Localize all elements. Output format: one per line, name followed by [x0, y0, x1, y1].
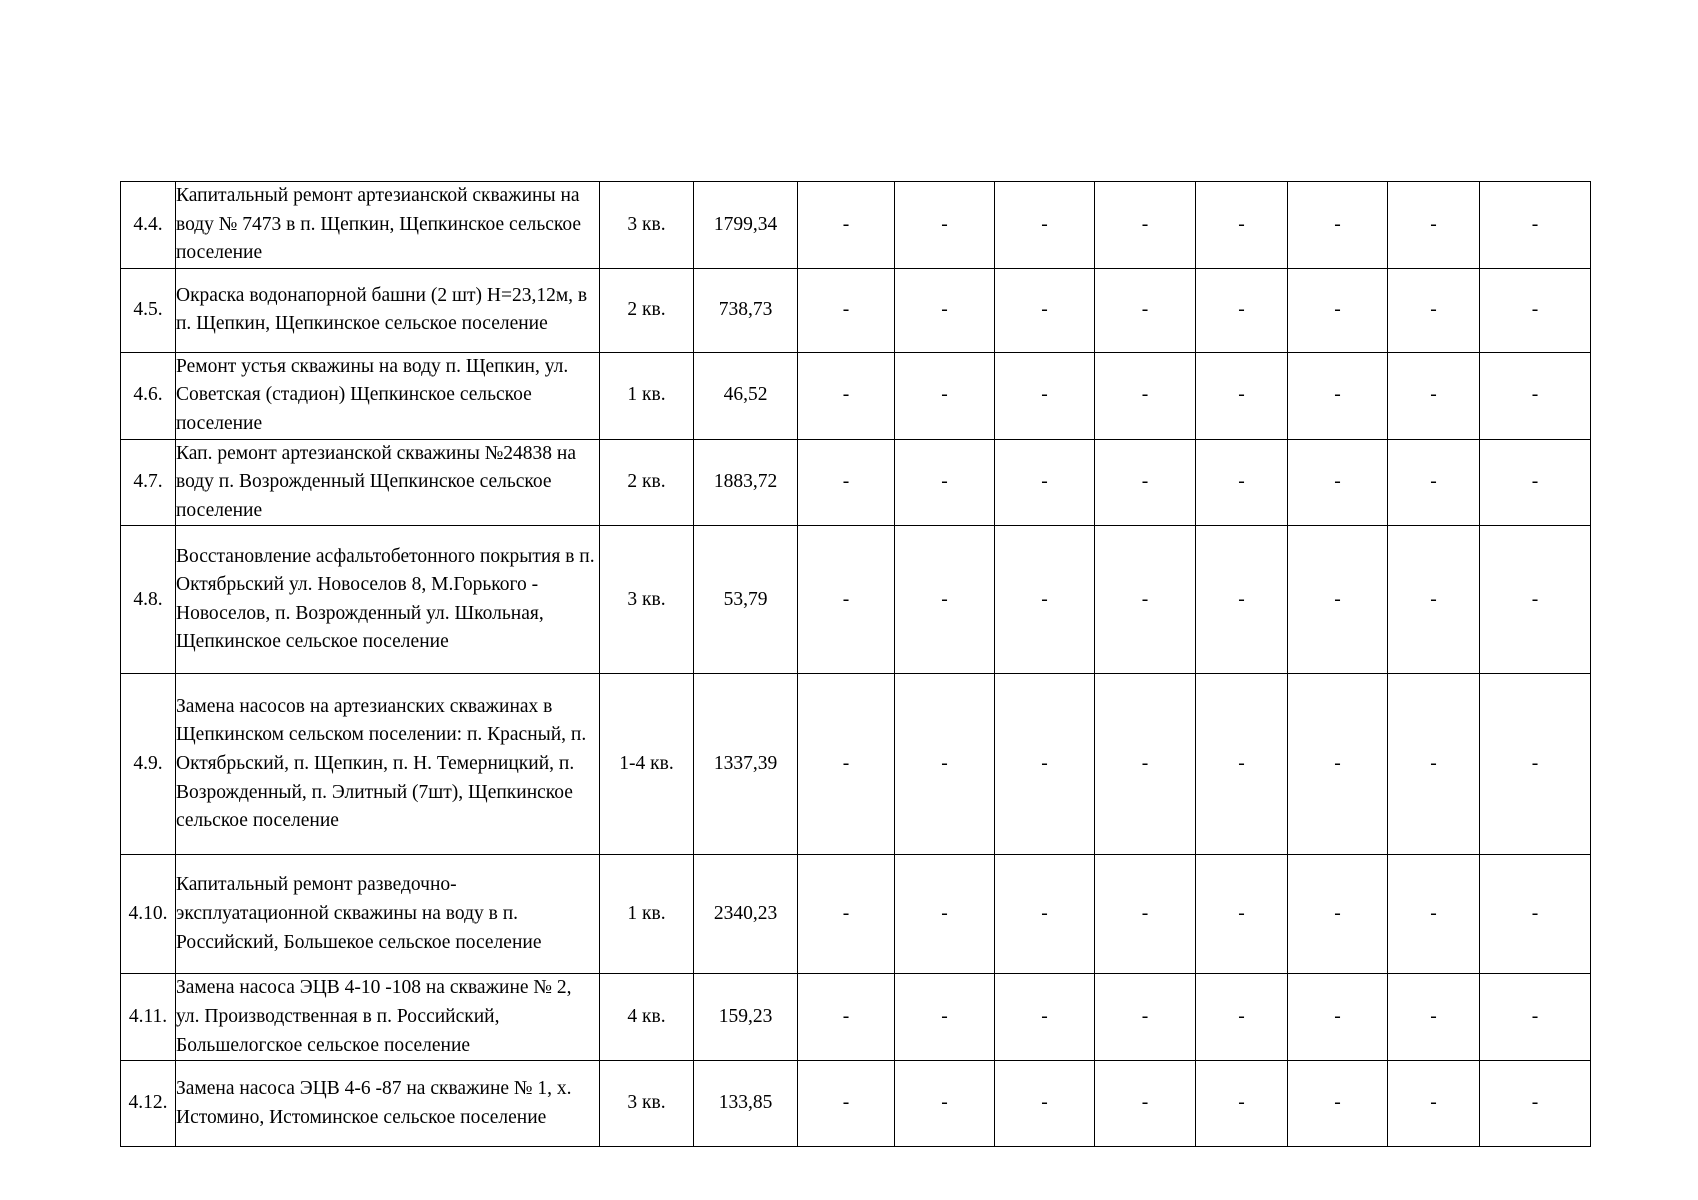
value-cell: -: [1196, 439, 1288, 526]
value-cell: -: [895, 352, 995, 439]
table-row: [121, 439, 1591, 526]
value-cell: -: [1095, 352, 1196, 439]
value-cell: -: [995, 974, 1095, 1061]
table-row: [121, 352, 1591, 439]
row-number: 4.11.: [121, 974, 176, 1061]
value-cell: -: [1196, 674, 1288, 855]
value-cell: -: [1288, 268, 1388, 352]
value-cell: -: [1480, 1061, 1591, 1147]
value-cell: -: [895, 1061, 995, 1147]
value-cell: -: [1480, 182, 1591, 269]
value-cell: -: [798, 974, 895, 1061]
work-description: Окраска водонапорной башни (2 шт) H=23,12м, в п. Щепкин, Щепкинское сельское поселение: [176, 268, 600, 352]
value-cell: -: [995, 352, 1095, 439]
work-description: Замена насоса ЭЦВ 4-10 -108 на скважине № 2, ул. Производственная в п. Российский, Большелогское сельское поселение: [176, 974, 600, 1061]
value-cell: -: [895, 439, 995, 526]
value-cell: -: [1196, 352, 1288, 439]
value-cell: -: [1388, 674, 1480, 855]
row-number: 4.4.: [121, 182, 176, 269]
value-cell: -: [895, 526, 995, 674]
work-description: Замена насосов на артезианских скважинах в Щепкинском сельском поселении: п. Красный, п. Октябрьский, п. Щепкин, п. Н. Темерницкий, п. Возрожденный, п. Элитный (7шт), Щепкинское сельское поселение: [176, 674, 600, 855]
cost-value: 159,23: [694, 974, 798, 1061]
value-cell: -: [1480, 855, 1591, 974]
value-cell: -: [1388, 268, 1480, 352]
value-cell: -: [1480, 974, 1591, 1061]
quarter: 3 кв.: [600, 182, 694, 269]
work-description: Капитальный ремонт разведочно-эксплуатационной скважины на воду в п. Российский, Большекое сельское поселение: [176, 855, 600, 974]
work-description: Восстановление асфальтобетонного покрытия в п. Октябрьский ул. Новоселов 8, М.Горького - Новоселов, п. Возрожденный ул. Школьная, Щепкинское сельское поселение: [176, 526, 600, 674]
work-description: Замена насоса ЭЦВ 4-6 -87 на скважине № 1, х. Истомино, Истоминское сельское поселение: [176, 1061, 600, 1147]
value-cell: -: [1388, 1061, 1480, 1147]
value-cell: -: [1480, 268, 1591, 352]
value-cell: -: [1095, 1061, 1196, 1147]
work-description: Капитальный ремонт артезианской скважины на воду № 7473 в п. Щепкин, Щепкинское сельское поселение: [176, 182, 600, 269]
value-cell: -: [895, 182, 995, 269]
value-cell: -: [1288, 974, 1388, 1061]
value-cell: -: [798, 352, 895, 439]
value-cell: -: [1196, 1061, 1288, 1147]
value-cell: -: [995, 1061, 1095, 1147]
quarter: 3 кв.: [600, 526, 694, 674]
value-cell: -: [1196, 268, 1288, 352]
value-cell: -: [1388, 182, 1480, 269]
value-cell: -: [1095, 526, 1196, 674]
value-cell: -: [1288, 182, 1388, 269]
quarter: 2 кв.: [600, 439, 694, 526]
value-cell: -: [1480, 439, 1591, 526]
quarter: 2 кв.: [600, 268, 694, 352]
table-row: [121, 855, 1591, 974]
value-cell: -: [1288, 439, 1388, 526]
cost-value: 1799,34: [694, 182, 798, 269]
value-cell: -: [1196, 182, 1288, 269]
table-row: [121, 1061, 1591, 1147]
quarter: 1 кв.: [600, 352, 694, 439]
value-cell: -: [1288, 526, 1388, 674]
table-row: [121, 526, 1591, 674]
value-cell: -: [1196, 974, 1288, 1061]
value-cell: -: [1095, 674, 1196, 855]
quarter: 3 кв.: [600, 1061, 694, 1147]
works-table: [120, 181, 1591, 1147]
value-cell: -: [1288, 1061, 1388, 1147]
value-cell: -: [1196, 526, 1288, 674]
quarter: 1-4 кв.: [600, 674, 694, 855]
value-cell: -: [1480, 526, 1591, 674]
row-number: 4.8.: [121, 526, 176, 674]
value-cell: -: [995, 674, 1095, 855]
value-cell: -: [1095, 855, 1196, 974]
table-row: [121, 268, 1591, 352]
value-cell: -: [895, 974, 995, 1061]
value-cell: -: [995, 526, 1095, 674]
quarter: 4 кв.: [600, 974, 694, 1061]
row-number: 4.9.: [121, 674, 176, 855]
value-cell: -: [895, 674, 995, 855]
work-description: Кап. ремонт артезианской скважины №24838 на воду п. Возрожденный Щепкинское сельское поселение: [176, 439, 600, 526]
value-cell: -: [995, 268, 1095, 352]
row-number: 4.12.: [121, 1061, 176, 1147]
value-cell: -: [895, 268, 995, 352]
value-cell: -: [1388, 526, 1480, 674]
value-cell: -: [798, 268, 895, 352]
table-body: [121, 182, 1591, 1147]
value-cell: -: [1388, 974, 1480, 1061]
cost-value: 1883,72: [694, 439, 798, 526]
row-number: 4.6.: [121, 352, 176, 439]
value-cell: -: [798, 439, 895, 526]
row-number: 4.7.: [121, 439, 176, 526]
value-cell: -: [1095, 182, 1196, 269]
cost-value: 133,85: [694, 1061, 798, 1147]
value-cell: -: [1480, 352, 1591, 439]
cost-value: 738,73: [694, 268, 798, 352]
value-cell: -: [1388, 855, 1480, 974]
table-row: [121, 674, 1591, 855]
value-cell: -: [798, 674, 895, 855]
value-cell: -: [995, 182, 1095, 269]
value-cell: -: [1288, 855, 1388, 974]
value-cell: -: [1095, 439, 1196, 526]
value-cell: -: [995, 855, 1095, 974]
value-cell: -: [798, 526, 895, 674]
value-cell: -: [1288, 674, 1388, 855]
row-number: 4.10.: [121, 855, 176, 974]
quarter: 1 кв.: [600, 855, 694, 974]
value-cell: -: [1388, 439, 1480, 526]
value-cell: -: [798, 855, 895, 974]
value-cell: -: [798, 1061, 895, 1147]
cost-value: 2340,23: [694, 855, 798, 974]
value-cell: -: [1095, 974, 1196, 1061]
cost-value: 53,79: [694, 526, 798, 674]
cost-value: 46,52: [694, 352, 798, 439]
value-cell: -: [1288, 352, 1388, 439]
table-row: [121, 974, 1591, 1061]
value-cell: -: [995, 439, 1095, 526]
value-cell: -: [1196, 855, 1288, 974]
table-row: [121, 182, 1591, 269]
value-cell: -: [1095, 268, 1196, 352]
cost-value: 1337,39: [694, 674, 798, 855]
value-cell: -: [1388, 352, 1480, 439]
value-cell: -: [1480, 674, 1591, 855]
row-number: 4.5.: [121, 268, 176, 352]
value-cell: -: [895, 855, 995, 974]
work-description: Ремонт устья скважины на воду п. Щепкин, ул. Советская (стадион) Щепкинское сельское поселение: [176, 352, 600, 439]
value-cell: -: [798, 182, 895, 269]
